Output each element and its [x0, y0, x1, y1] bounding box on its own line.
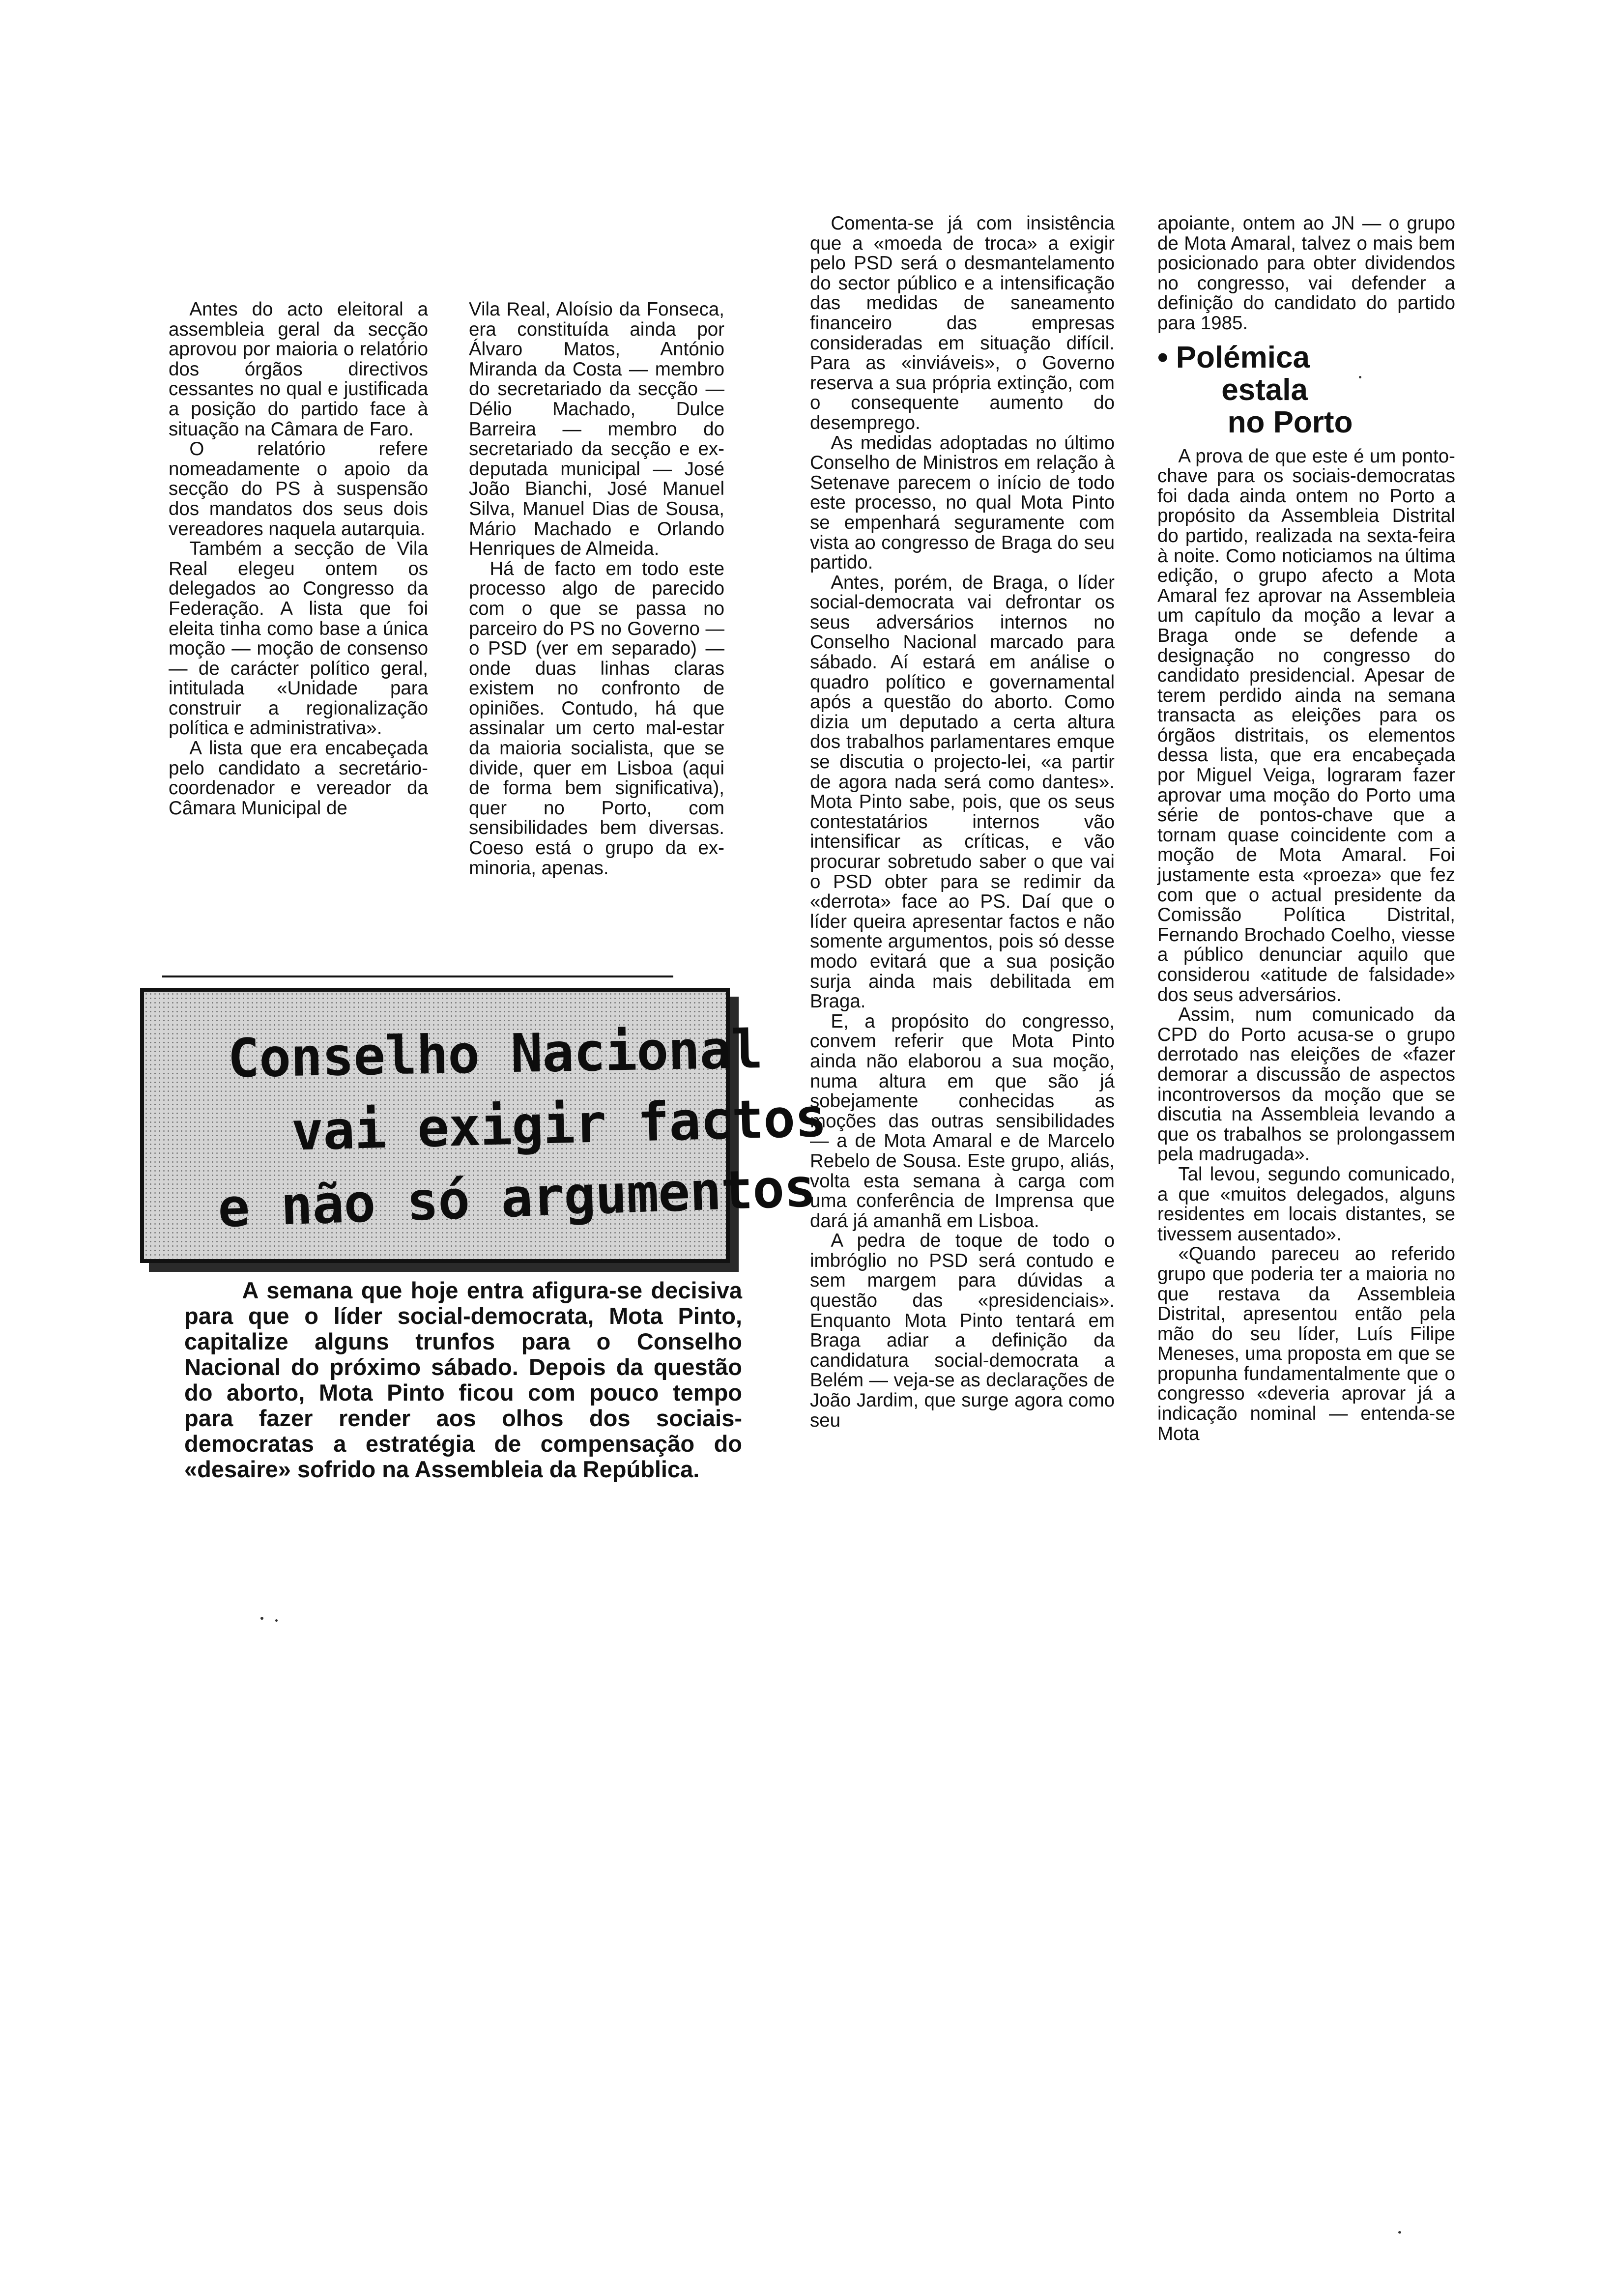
paragraph: Também a secção de Vila Real elegeu ontem os delegados ao Congresso da Federação. A lista que foi eleita tinha como base a única moção — moção de consenso — de carácter político geral, intitulada «Unidade para construir a regionalização política e administrativa».: [169, 538, 428, 739]
paragraph: apoiante, ontem ao JN — o grupo de Mota Amaral, talvez o mais bem posicionado para obter dividendos no congresso, vai defender a definição do candidato do partido para 1985.: [1157, 213, 1455, 334]
article-column-1: [169, 300, 428, 818]
scan-speck: [275, 1619, 278, 1622]
paragraph: Antes, porém, de Braga, o líder social-democrata vai defrontar os seus adversários internos no Conselho Nacional marcado para sábado. Aí estará em análise o quadro político e governamental após a questão do aborto. Como dizia um deputado a certa altura dos trabalhos parlamentares emque se discutia o projecto-lei, «a partir de agora nada será como dantes». Mota Pinto sabe, pois, que os seus contestatários internos vão intensificar as críticas, e vão procurar sobretudo saber o que vai o PSD obter para se redimir da «derrota» face ao PS. Daí que o líder queira apresentar factos e não somente argumentos, pois só desse modo evitará que a sua posição surja ainda mais debilitada em Braga.: [810, 572, 1115, 1012]
subheading: [1157, 342, 1455, 439]
paragraph: A pedra de toque de todo o imbróglio no PSD será contudo e sem margem para dúvidas a questão das «presidenciais». Enquanto Mota Pinto tentará em Braga adiar a definição da candidatura social-democrata a Belém — veja-se as declarações de João Jardim, que surge agora como seu: [810, 1230, 1115, 1431]
scan-speck: [260, 1617, 263, 1620]
paragraph: «Quando pareceu ao referido grupo que poderia ter a maioria no que restava da Assembleia Distrital, apresentou então pela mão do seu líder, Luís Filipe Meneses, uma proposta em que se propunha fundamentalmente que o congresso «deveria aprovar já a indicação nominal — entenda-se Mota: [1157, 1243, 1455, 1444]
paragraph: Vila Real, Aloísio da Fonseca, era constituída ainda por Álvaro Matos, António Miranda da Costa — membro do secretariado da secção — Délio Machado, Dulce Barreira — membro do secretariado da secção e ex-deputada municipal — José João Bianchi, José Manuel Silva, Manuel Dias de Sousa, Mário Machado e Orlando Henriques de Almeida.: [469, 299, 724, 560]
paragraph: O relatório refere nomeadamente o apoio da secção do PS à suspensão dos mandatos dos seus dois vereadores naquela autarquia.: [169, 438, 428, 540]
article-column-4: [1157, 214, 1455, 1444]
scan-speck: [1398, 2231, 1401, 2234]
paragraph: A prova de que este é um ponto-chave para os sociais-democratas foi dada ainda ontem no Porto a propósito da Assembleia Distrital do partido, realizada na sexta-feira à noite. Como noticiamos na última edição, o grupo afecto a Mota Amaral fez aprovar na Assembleia um capítulo da moção a levar a Braga onde se defende a designação no congresso do candidato presidencial. Apesar de terem perdido ainda na semana transacta as eleições para os órgãos distritais, os elementos dessa lista, que era encabeçada por Miguel Veiga, lograram fazer aprovar uma moção do Porto uma série de pontos-chave que a tornam quase coincidente com a moção de Mota Amaral. Foi justamente esta «proeza» que fez com que o actual presidente da Comissão Política Distrital, Fernando Brochado Coelho, viesse a público denunciar aquilo que considerou «atitude de falsidade» dos seus adversários.: [1157, 445, 1455, 1005]
paragraph: Há de facto em todo este processo algo de parecido com o que se passa no parceiro do PS no Governo — o PSD (ver em separado) — onde duas linhas claras existem no confronto de opiniões. Contudo, há que assinalar um certo mal-estar da maioria socialista, que se divide, quer em Lisboa (aqui de forma bem significativa), quer no Porto, com sensibilidades bem diversas. Coeso está o grupo da ex-minoria, apenas.: [469, 558, 724, 879]
headline: [217, 1019, 827, 1239]
paragraph: E, a propósito do congresso, convem referir que Mota Pinto ainda não elaborou a sua moção, numa altura em que são já sobejamente conhecidas as moções das outras sensibilidades — a de Mota Amaral e de Marcelo Rebelo de Sousa. Este grupo, aliás, volta esta semana à carga com uma conferência de Imprensa que dará já amanhã em Lisboa.: [810, 1010, 1115, 1232]
lead-text: A semana que hoje entra afigura-se decisiva para que o líder social-democrata, Mota Pinto, capitalize alguns trunfos para o Conselho Nacional do próximo sábado. Depois da questão do aborto, Mota Pinto ficou com pouco tempo para fazer render aos olhos dos sociais-democratas a estratégia de compensação do «desaire» sofrido na Assembleia da República.: [184, 1277, 742, 1482]
paragraph: Antes do acto eleitoral a assembleia geral da secção aprovou por maioria o relatório dos órgãos directivos cessantes no qual e justificada a posição do partido face à situação na Câmara de Faro.: [169, 299, 428, 440]
paragraph: Comenta-se já com insistência que a «moeda de troca» a exigir pelo PSD será o desmantelamento do sector público e a intensificação das medidas de saneamento financeiro das empresas consideradas em situação difícil. Para as «inviáveis», o Governo reserva a sua própria extinção, com o consequente aumento do desemprego.: [810, 213, 1115, 433]
scan-speck: [1359, 376, 1361, 378]
headline-box: [140, 988, 827, 1263]
article-column-2: [469, 300, 724, 878]
paragraph: Assim, num comunicado da CPD do Porto acusa-se o grupo derrotado nas eleições de «fazer demorar a discussão de aspectos incontroversos da moção que se discutia na Assembleia levando a que os trabalhos se prolongassem pela madrugada».: [1157, 1004, 1455, 1165]
bullet-icon: •: [1157, 340, 1168, 374]
paragraph: As medidas adoptadas no último Conselho de Ministros em relação à Setenave parecem o início de todo este processo, no qual Mota Pinto se empenhará seguramente com vista ao congresso de Braga do seu partido.: [810, 432, 1115, 574]
headline-line-1: Conselho Nacional: [227, 1019, 763, 1090]
subheading-line-3: no Porto: [1227, 405, 1353, 439]
paragraph: A lista que era encabeçada pelo candidato a secretário-coordenador e vereador da Câmara Municipal de: [169, 738, 428, 819]
subheading-line-1: • Polémica: [1157, 340, 1310, 374]
paragraph: Tal levou, segundo comunicado, a que «muitos delegados, alguns residentes em locais distantes, se tivessem ausentado».: [1157, 1163, 1455, 1245]
headline-line-2: vai exigir factos: [290, 1087, 827, 1163]
article-column-3: [810, 214, 1115, 1431]
column-separator-rule: [162, 976, 673, 977]
headline-line-3: e não só argumentos: [217, 1157, 817, 1239]
lead-paragraph: [184, 1278, 742, 1482]
subheading-line-2: estala: [1221, 373, 1308, 407]
